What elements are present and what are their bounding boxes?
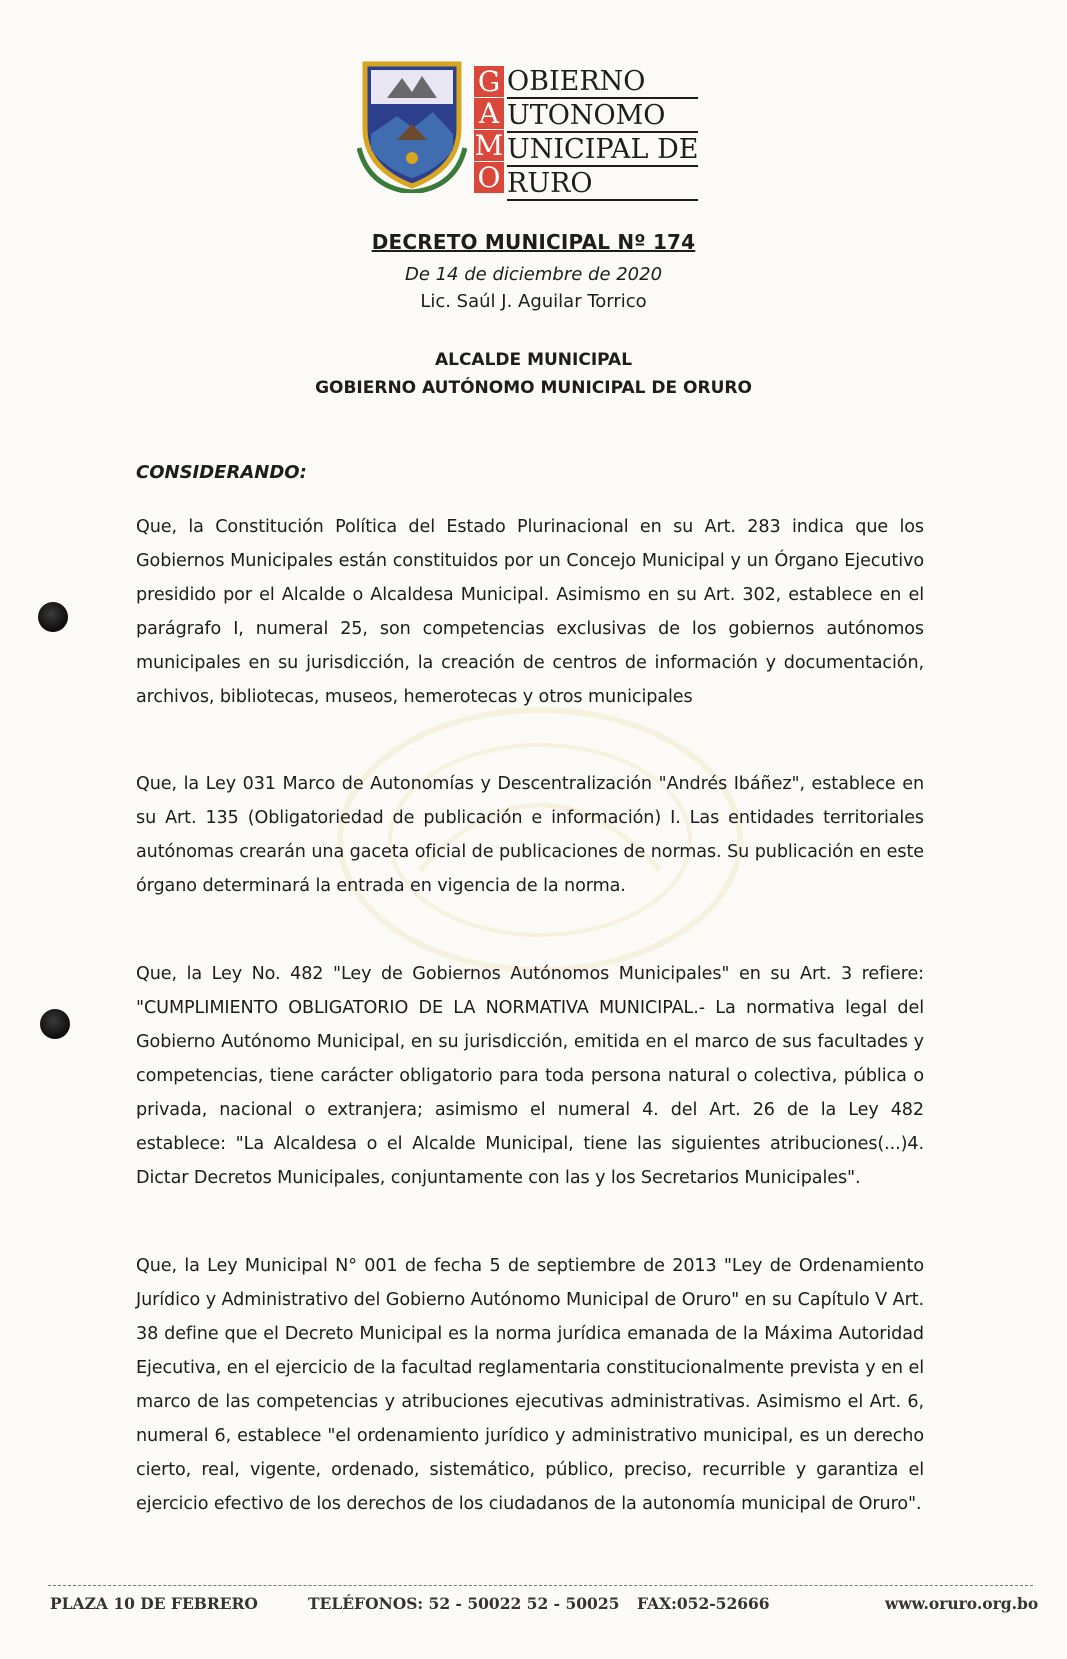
logo-initial: G — [474, 66, 504, 97]
considerando-paragraph: Que, la Ley No. 482 "Ley de Gobiernos Autónomos Municipales" en su Art. 3 refiere: "CUMPLIMIENTO OBLIGATORIO DE LA NORMATIVA MUNICIPAL.- La normativa legal del Gobierno Autónomo Municipal, en su jurisdicción, emitida en el marco de sus facultades y competencias, tiene carácter obligatorio para toda persona natural o colectiva, pública o privada, nacional o extranjera; asimismo el numeral 4. del Art. 26 de la Ley 482 establece: "La Alcaldesa o el Alcalde Municipal, tiene las siguientes atribuciones(...)4. Dictar Decretos Municipales, conjuntamente con las y los Secretarios Municipales". — [136, 964, 924, 1188]
logo-initial: O — [474, 162, 504, 193]
footer-fax: FAX:052-52666 — [637, 1594, 770, 1613]
footer-divider — [48, 1585, 1033, 1586]
municipal-logo — [357, 58, 732, 199]
decree-signer: Lic. Saúl J. Aguilar Torrico — [420, 291, 647, 312]
considerando-paragraph: Que, la Ley 031 Marco de Autonomías y Descentralización "Andrés Ibáñez", establece en su Art. 135 (Obligatoriedad de publicación e información) I. Las entidades territoriales autónomas crearán una gaceta oficial de publicaciones de normas. Su publicación en este órgano determinará la entrada en vigencia de la norma. — [136, 774, 924, 896]
coat-of-arms-icon — [357, 58, 467, 193]
logo-word: OBIERNO — [507, 66, 698, 99]
footer-address: PLAZA 10 DE FEBRERO — [50, 1594, 258, 1613]
decree-date: De 14 de diciembre de 2020 — [404, 264, 663, 285]
logo-initials — [474, 66, 504, 194]
considerando-paragraph: Que, la Constitución Política del Estado Plurinacional en su Art. 283 indica que los Gobiernos Municipales están constituidos por un Concejo Municipal y un Órgano Ejecutivo presidido por el Alcalde o Alcaldesa Municipal. Asimismo en su Art. 302, establece en el parágrafo I, numeral 25, son competencias exclusivas de los gobiernos autónomos municipales en su jurisdicción, la creación de centros de información y documentación, archivos, bibliotecas, museos, hemerotecas y otros municipales — [136, 517, 924, 707]
considerando-paragraph: Que, la Ley Municipal N° 001 de fecha 5 de septiembre de 2013 "Ley de Ordenamiento Jurídico y Administrativo del Gobierno Autónomo Municipal de Oruro" en su Capítulo V Art. 38 define que el Decreto Municipal es la norma jurídica emanada de la Máxima Autoridad Ejecutiva, en el ejercicio de la facultad reglamentaria constitucionalmente prevista y en el marco de las competencias y atribuciones ejecutivas administrativas. Asimismo el Art. 6, numeral 6, establece "el ordenamiento jurídico y administrativo municipal, es un derecho cierto, real, vigente, ordenado, sistemático, público, preciso, recurrible y garantiza el ejercicio efectivo de los derechos de los ciudadanos de la autonomía municipal de Oruro". — [136, 1256, 924, 1514]
logo-word: UNICIPAL DE — [507, 134, 699, 165]
footer-phones: TELÉFONOS: 52 - 50022 52 - 50025 — [308, 1594, 620, 1613]
logo-initial: M — [474, 129, 504, 162]
logo-words — [507, 66, 698, 202]
logo-word: UTONOMO — [507, 100, 698, 133]
punch-hole — [40, 1009, 70, 1039]
punch-hole — [38, 602, 68, 632]
logo-word: RURO — [507, 168, 698, 201]
decree-title: DECRETO MUNICIPAL Nº 174 — [371, 230, 696, 254]
logo-initial: A — [474, 98, 504, 129]
authority-organization: GOBIERNO AUTÓNOMO MUNICIPAL DE ORURO — [315, 378, 752, 398]
authority-title: ALCALDE MUNICIPAL — [434, 350, 633, 370]
section-heading: CONSIDERANDO: — [136, 462, 307, 483]
footer-website: www.oruro.org.bo — [885, 1594, 1039, 1613]
